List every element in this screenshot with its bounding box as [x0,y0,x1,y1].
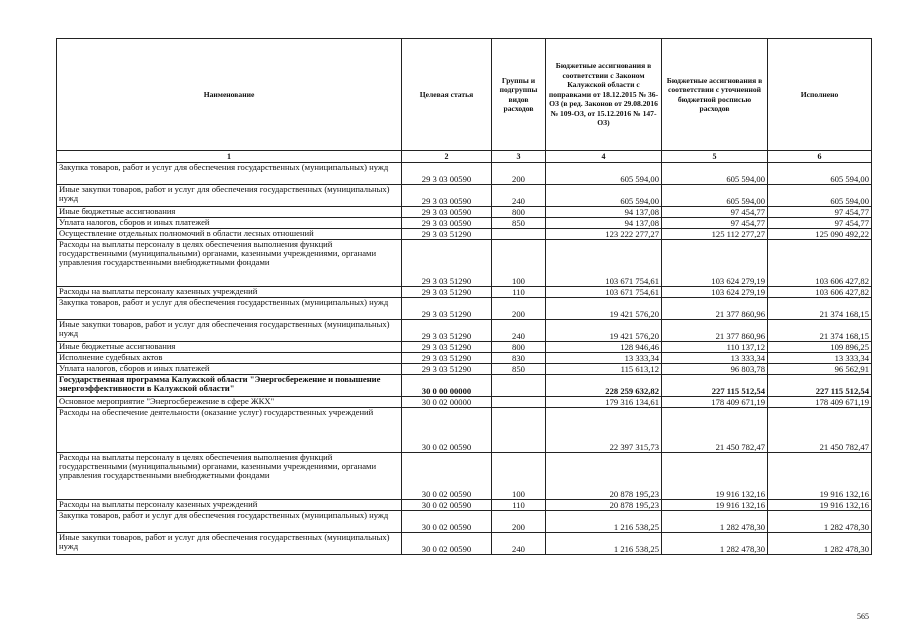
cell-law: 103 671 754,61 [546,240,662,287]
cell-plan: 19 916 132,16 [662,500,768,511]
cell-plan: 1 282 478,30 [662,511,768,533]
cell-group: 240 [492,185,546,207]
cell-done: 125 090 492,22 [768,229,872,240]
cell-group: 200 [492,511,546,533]
cell-law: 128 946,46 [546,342,662,353]
cell-plan: 97 454,77 [662,207,768,218]
cell-done: 109 896,25 [768,342,872,353]
cell-name: Закупка товаров, работ и услуг для обеспечения государственных (муниципальных) нужд [57,163,402,185]
column-header-target: Целевая статья [402,39,492,151]
cell-plan: 227 115 512,54 [662,375,768,397]
column-number: 4 [546,151,662,163]
cell-done: 96 562,91 [768,364,872,375]
cell-law: 94 137,08 [546,207,662,218]
column-number: 1 [57,151,402,163]
cell-target: 29 3 03 51290 [402,298,492,320]
column-number: 3 [492,151,546,163]
table-row [57,353,872,364]
cell-group: 100 [492,240,546,287]
column-header-plan: Бюджетные ассигнования в соответствии с уточненной бюджетной росписью расходов [662,39,768,151]
cell-group: 800 [492,207,546,218]
cell-law: 13 333,34 [546,353,662,364]
cell-law: 605 594,00 [546,163,662,185]
cell-done: 21 374 168,15 [768,298,872,320]
cell-name: Иные закупки товаров, работ и услуг для обеспечения государственных (муниципальных) нужд [57,185,402,207]
column-header-law: Бюджетные ассигнования в соответствии с Законом Калужской области с поправками от 18.12.2015 № 36-ОЗ (в ред. Законов от 29.08.2016 № 109-ОЗ, от 15.12.2016 № 147-ОЗ) [546,39,662,151]
cell-target: 30 0 02 00590 [402,453,492,500]
column-number: 5 [662,151,768,163]
cell-done: 1 282 478,30 [768,533,872,555]
cell-target: 29 3 03 51290 [402,320,492,342]
cell-law: 20 878 195,23 [546,453,662,500]
cell-law: 228 259 632,82 [546,375,662,397]
cell-law: 22 397 315,73 [546,408,662,453]
cell-group: 100 [492,453,546,500]
cell-target: 29 3 03 51290 [402,364,492,375]
cell-done: 13 333,34 [768,353,872,364]
table-row [57,375,872,397]
table-row [57,185,872,207]
table-row [57,397,872,408]
cell-name: Уплата налогов, сборов и иных платежей [57,364,402,375]
cell-law: 19 421 576,20 [546,298,662,320]
cell-plan: 21 450 782,47 [662,408,768,453]
cell-law: 94 137,08 [546,218,662,229]
header-row [57,39,872,151]
cell-done: 97 454,77 [768,207,872,218]
table-row [57,240,872,287]
cell-plan: 97 454,77 [662,218,768,229]
cell-law: 123 222 277,27 [546,229,662,240]
cell-target: 29 3 03 51290 [402,229,492,240]
cell-done: 19 916 132,16 [768,453,872,500]
column-header-group: Группы и подгруппы видов расходов [492,39,546,151]
table-row [57,298,872,320]
cell-group: 830 [492,353,546,364]
budget-table [56,38,872,555]
cell-target: 29 3 03 51290 [402,353,492,364]
table-row [57,511,872,533]
table-row [57,500,872,511]
cell-group: 240 [492,320,546,342]
column-number: 6 [768,151,872,163]
cell-done: 605 594,00 [768,185,872,207]
cell-done: 178 409 671,19 [768,397,872,408]
cell-target: 29 3 03 00590 [402,207,492,218]
table-row [57,533,872,555]
cell-plan: 605 594,00 [662,163,768,185]
cell-group: 200 [492,298,546,320]
cell-name: Иные закупки товаров, работ и услуг для обеспечения государственных (муниципальных) нужд [57,533,402,555]
cell-plan: 103 624 279,19 [662,240,768,287]
cell-done: 21 450 782,47 [768,408,872,453]
cell-target: 30 0 00 00000 [402,375,492,397]
cell-group: 200 [492,163,546,185]
cell-law: 179 316 134,61 [546,397,662,408]
cell-done: 21 374 168,15 [768,320,872,342]
cell-done: 103 606 427,82 [768,240,872,287]
table-row [57,453,872,500]
cell-law: 103 671 754,61 [546,287,662,298]
cell-target: 29 3 03 00590 [402,163,492,185]
table-row [57,364,872,375]
page-number: 565 [857,612,869,621]
cell-done: 97 454,77 [768,218,872,229]
cell-group [492,375,546,397]
cell-name: Основное мероприятие "Энергосбережение в сфере ЖКХ" [57,397,402,408]
cell-target: 29 3 03 00590 [402,218,492,229]
cell-target: 29 3 03 00590 [402,185,492,207]
cell-name: Расходы на обеспечение деятельности (оказание услуг) государственных учреждений [57,408,402,453]
cell-law: 1 216 538,25 [546,533,662,555]
cell-plan: 178 409 671,19 [662,397,768,408]
cell-group: 240 [492,533,546,555]
cell-group: 110 [492,500,546,511]
cell-name: Иные закупки товаров, работ и услуг для обеспечения государственных (муниципальных) нужд [57,320,402,342]
cell-done: 19 916 132,16 [768,500,872,511]
cell-law: 19 421 576,20 [546,320,662,342]
cell-name: Государственная программа Калужской области "Энергосбережение и повышение энергоэффективности в Калужской области" [57,375,402,397]
table-row [57,320,872,342]
cell-group [492,397,546,408]
cell-target: 29 3 03 51290 [402,240,492,287]
cell-target: 29 3 03 51290 [402,287,492,298]
cell-target: 30 0 02 00590 [402,408,492,453]
cell-name: Расходы на выплаты персоналу в целях обеспечения выполнения функций государственными (муниципальными) органами, казенными учреждениями, органами управления государственными внебюджетными фондами [57,240,402,287]
cell-plan: 1 282 478,30 [662,533,768,555]
cell-plan: 19 916 132,16 [662,453,768,500]
cell-name: Закупка товаров, работ и услуг для обеспечения государственных (муниципальных) нужд [57,511,402,533]
table-row [57,287,872,298]
cell-plan: 13 333,34 [662,353,768,364]
table-row [57,163,872,185]
cell-target: 30 0 02 00000 [402,397,492,408]
cell-law: 1 216 538,25 [546,511,662,533]
table-row [57,218,872,229]
cell-group: 110 [492,287,546,298]
cell-name: Исполнение судебных актов [57,353,402,364]
cell-law: 605 594,00 [546,185,662,207]
cell-name: Расходы на выплаты персоналу в целях обеспечения выполнения функций государственными (муниципальными) органами, казенными учреждениями, органами управления государственными внебюджетными фондами [57,453,402,500]
column-header-name: Наименование [57,39,402,151]
column-header-done: Исполнено [768,39,872,151]
table-body [57,163,872,555]
cell-name: Иные бюджетные ассигнования [57,207,402,218]
cell-law: 20 878 195,23 [546,500,662,511]
cell-name: Уплата налогов, сборов и иных платежей [57,218,402,229]
cell-plan: 96 803,78 [662,364,768,375]
column-number-row [57,151,872,163]
cell-name: Закупка товаров, работ и услуг для обеспечения государственных (муниципальных) нужд [57,298,402,320]
cell-plan: 605 594,00 [662,185,768,207]
cell-name: Расходы на выплаты персоналу казенных учреждений [57,287,402,298]
cell-done: 605 594,00 [768,163,872,185]
column-number: 2 [402,151,492,163]
cell-group: 850 [492,364,546,375]
cell-group: 850 [492,218,546,229]
cell-group [492,229,546,240]
cell-target: 30 0 02 00590 [402,533,492,555]
cell-target: 30 0 02 00590 [402,511,492,533]
cell-done: 1 282 478,30 [768,511,872,533]
cell-law: 115 613,12 [546,364,662,375]
table-row [57,342,872,353]
cell-name: Расходы на выплаты персоналу казенных учреждений [57,500,402,511]
cell-name: Иные бюджетные ассигнования [57,342,402,353]
cell-group: 800 [492,342,546,353]
cell-name: Осуществление отдельных полномочий в области лесных отношений [57,229,402,240]
cell-done: 227 115 512,54 [768,375,872,397]
cell-plan: 110 137,12 [662,342,768,353]
table-row [57,408,872,453]
cell-plan: 103 624 279,19 [662,287,768,298]
cell-group [492,408,546,453]
cell-target: 29 3 03 51290 [402,342,492,353]
cell-target: 30 0 02 00590 [402,500,492,511]
cell-plan: 125 112 277,27 [662,229,768,240]
table-row [57,207,872,218]
cell-plan: 21 377 860,96 [662,298,768,320]
cell-done: 103 606 427,82 [768,287,872,298]
table-row [57,229,872,240]
cell-plan: 21 377 860,96 [662,320,768,342]
